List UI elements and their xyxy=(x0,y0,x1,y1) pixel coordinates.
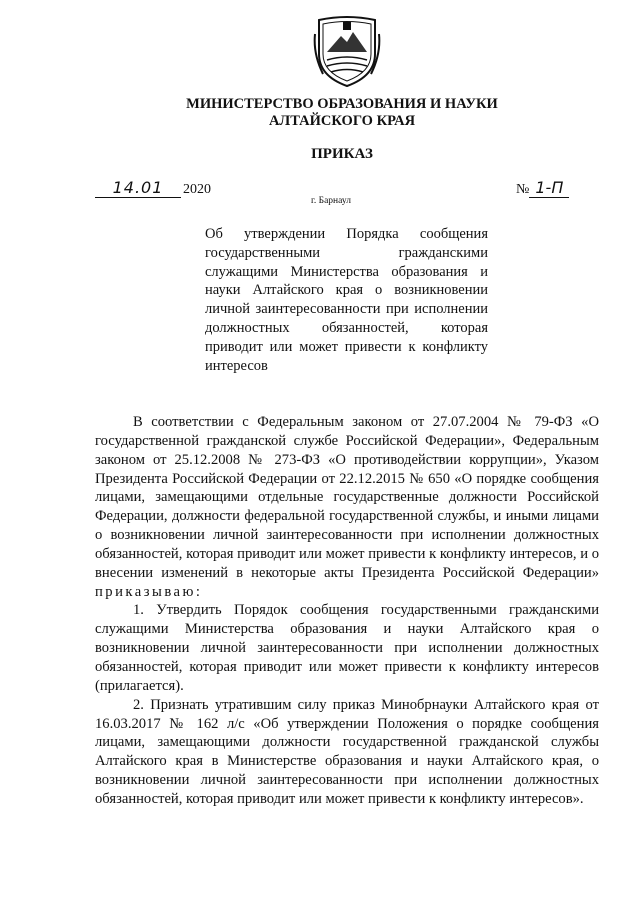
document-type-title: ПРИКАЗ xyxy=(311,146,373,162)
city-label: г. Барнаул xyxy=(311,196,351,206)
order-subject: Об утверждении Порядка сообщения государственными гражданскими служащими Министерства образования и науки Алтайского края о возникновении личной заинтересованности при исполнении должностных обязанностей, которая приводит или может привести к конфликту интересов xyxy=(205,226,488,374)
order-body xyxy=(95,413,599,809)
preamble-text: В соответствии с Федеральным законом от 27.07.2004 № 79-ФЗ «О государственной гражданской службе Российской Федерации», Федеральным законом от 25.12.2008 № 273-ФЗ «О противодействии коррупции», Указом Президента Российской Федерации от 22.12.2015 № 650 «О порядке сообщения лицами, замещающими отдельные государственные должности Российской Федерации, должности федеральной государственной службы, и иными лицами о возникновении личной заинтересованности при исполнении должностных обязанностей, которая приводит или может привести к конфликту интересов, и о внесении изменений в некоторые акты Президента Российской Федерации» xyxy=(95,414,599,581)
number-sign: № xyxy=(516,182,530,197)
order-colon: : xyxy=(195,583,200,600)
order-item-1: 1. Утвердить Порядок сообщения государственными гражданскими служащими Министерства образования и науки Алтайского края о возникновении личной заинтересованности при исполнении должностных обязанностей, которая приводит или может привести к конфликту интересов (прилагается). xyxy=(95,602,599,694)
handwritten-number: 1-П xyxy=(529,178,569,198)
order-item-2: 2. Признать утратившим силу приказ Минобрнауки Алтайского края от 16.03.2017 № 162 л/с «Об утверждении Положения о порядке сообщения лицами, замещающими должности государственной гражданской службы Алтайского края в Министерстве образования и науки Алтайского края, о возникновении личной заинтересованности при исполнении должностных обязанностей, которая приводит или может привести к конфликту интересов». xyxy=(95,696,599,807)
coat-of-arms-icon xyxy=(313,14,381,88)
preamble-paragraph xyxy=(95,413,599,601)
order-year: 2020 xyxy=(183,182,211,197)
ministry-name-line1: МИНИСТЕРСТВО ОБРАЗОВАНИЯ И НАУКИ xyxy=(186,96,498,112)
order-number xyxy=(516,178,569,198)
ministry-name-line2: АЛТАЙСКОГО КРАЯ xyxy=(268,113,416,129)
order-word: приказываю xyxy=(95,583,196,600)
order-date xyxy=(95,178,211,198)
handwritten-date: 14.01 xyxy=(95,178,181,198)
